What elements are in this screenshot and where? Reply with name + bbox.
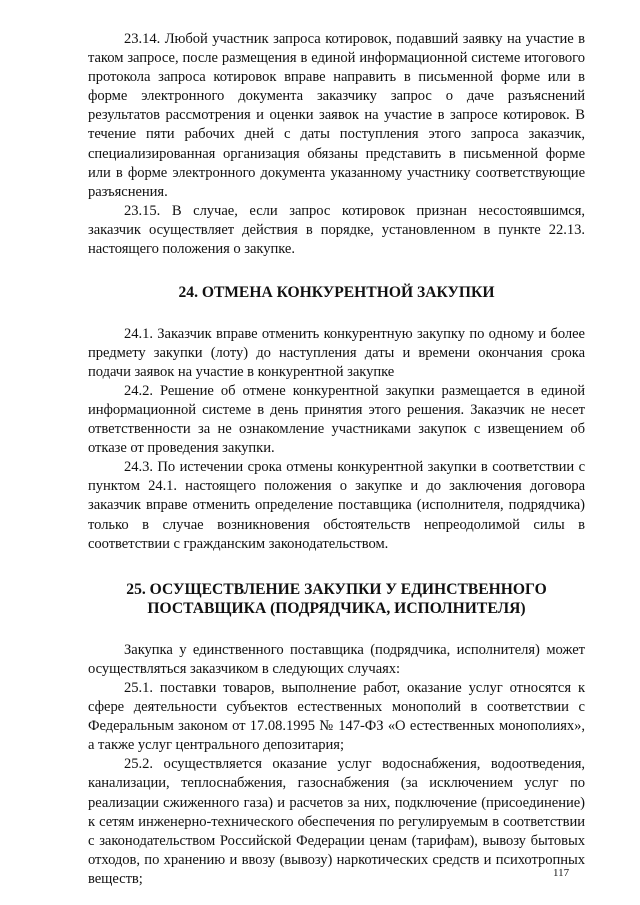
paragraph-25-intro: Закупка у единственного поставщика (подрядчика, исполнителя) может осуществляться заказчиком в следующих случаях: (88, 641, 585, 677)
page-content (88, 30, 585, 889)
section-25-heading (88, 580, 585, 619)
paragraph-23-15: 23.15. В случае, если запрос котировок признан несостоявшимся, заказчик осуществляет действия в порядке, установленном в пункте 22.13. настоящего положения о закупке. (88, 202, 585, 258)
paragraph-24-2: 24.2. Решение об отмене конкурентной закупки размещается в единой информационной системе в день принятия этого решения. Заказчик не несет ответственности за не ознакомление участниками закупок с извещением об отказе от проведения закупки. (88, 382, 585, 457)
section-25-heading-line2: ПОСТАВЩИКА (ПОДРЯДЧИКА, ИСПОЛНИТЕЛЯ) (147, 600, 526, 618)
paragraph-24-3: 24.3. По истечении срока отмены конкурентной закупки в соответствии с пунктом 24.1. настоящего положения о закупке и до заключения договора заказчик вправе отменить определение поставщика (исполнителя, подрядчика) только в случае возникновения обстоятельств непреодолимой силы в соответствии с гражданским законодательством. (88, 459, 585, 552)
paragraph-24-1: 24.1. Заказчик вправе отменить конкурентную закупку по одному и более предмету закупки (лоту) до наступления даты и времени окончания срока подачи заявок на участие в конкурентной закупке (88, 325, 585, 380)
paragraph-25-1: 25.1. поставки товаров, выполнение работ, оказание услуг относятся к сфере деятельности субъектов естественных монополий в соответствии с Федеральным законом от 17.08.1995 № 147-ФЗ «О естественных монополиях», а также услуг центрального депозитария; (88, 679, 585, 754)
paragraph-25-2: 25.2. осуществляется оказание услуг водоснабжения, водоотведения, канализации, теплоснабжения, газоснабжения (за исключением услуг по реализации сжиженного газа) и расчетов за них, подключение (присоединение) к сетям инженерно-технического обеспечения по регулируемым в соответствии с законодательством Российской Федерации ценам (тарифам), вывозу бытовых отходов, по хранению и ввозу (вывозу) наркотических средств и психотропных веществ; (88, 756, 585, 887)
section-24-heading: 24. ОТМЕНА КОНКУРЕНТНОЙ ЗАКУПКИ (178, 284, 495, 302)
section-25-heading-line1: 25. ОСУЩЕСТВЛЕНИЕ ЗАКУПКИ У ЕДИНСТВЕННОГО (126, 580, 547, 598)
page-number: 117 (553, 867, 570, 879)
paragraph-23-14: 23.14. Любой участник запроса котировок, подавший заявку на участие в таком запросе, после размещения в единой информационной системе итогового протокола запроса котировок вправе направить в письменной форме или в форме электронного документа заказчику запрос о даче разъяснений результатов рассмотрения и оценки заявок на участие в запросе котировок. В течение пяти рабочих дней с даты поступления этого запроса заказчик, специализированная организация обязаны представить в письменной форме или в форме электронного документа указанному участнику соответствующие разъяснения. (88, 31, 585, 200)
